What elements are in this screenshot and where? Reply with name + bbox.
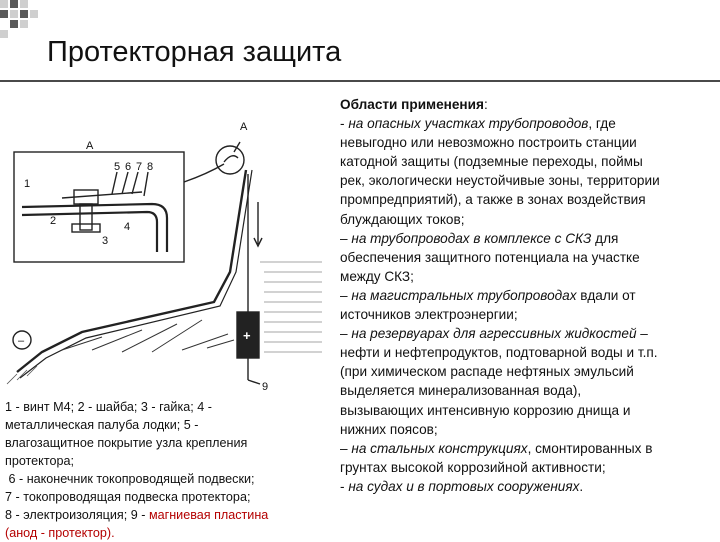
area-line: промпредприятий), а также в зонах воздействия [340,192,646,208]
area-line: нефти и нефтепродуктов, подтоварной воды и т.п. [340,345,658,361]
area-rest: для [591,230,619,246]
corner-decoration [0,0,60,40]
bullet-prefix: – [340,287,352,303]
area-line: (при химическом распаде нефтяных эмульсий [340,364,634,380]
caption-line: влагозащитное покрытие узла крепления [5,436,248,450]
caption-highlight-line: (анод - протектор). [5,526,115,540]
bullet-prefix: - [340,116,349,132]
area-line: обеспечения защитного потенциала на участке [340,249,640,265]
caption-line: 1 - винт М4; 2 - шайба; 3 - гайка; 4 - [5,400,212,414]
area-italic: на судах и в портовых сооружениях [348,478,580,494]
minus-sign: – [18,335,25,347]
areas-heading-text: Области применения [340,97,484,112]
label-a-top: A [240,121,248,133]
caption-line: 7 - токопроводящая подвеска протектора; [5,490,251,504]
bolt-shape [80,204,92,230]
area-line: выделяется минерализованная вода), [340,383,582,399]
area-line: нижних поясов; [340,421,438,437]
area-line: блуждающих токов; [340,211,465,227]
area-rest: вдали от [576,287,636,303]
label-6: 6 [125,161,132,173]
area-rest: . [579,478,584,494]
caption-line: протектора; [5,454,74,468]
area-line [340,286,718,305]
diagram-caption [5,398,330,542]
bullet-prefix: – [340,230,352,246]
label-7: 7 [136,161,143,173]
area-line: вызывающих интенсивную коррозию днища и [340,402,631,418]
area-line: катодной защиты (подземные переходы, поймы [340,154,643,170]
plus-sign: + [243,328,251,343]
label-a-box: A [86,140,94,152]
area-rest: – [636,326,648,342]
label-1: 1 [24,178,31,190]
area-line [340,324,718,343]
label-5: 5 [114,161,121,173]
label-3: 3 [102,235,109,247]
protector-diagram [2,112,332,402]
area-line [340,229,718,248]
area-line [340,114,718,133]
area-italic: на магистральных трубопроводах [351,287,577,303]
label-4: 4 [124,221,131,233]
title-divider [0,80,720,82]
label-2: 2 [50,215,57,227]
label-8: 8 [147,161,154,173]
area-line: грунтах высокой коррозийной активности; [340,459,606,475]
area-line: между СКЗ; [340,268,414,284]
bullet-prefix: - [340,478,349,494]
caption-highlight: магниевая пластина [148,508,269,522]
area-rest: , где [588,116,616,132]
page-title: Протекторная защита [47,36,342,68]
areas-heading-colon: : [483,97,488,112]
caption-line: металлическая палуба лодки; 5 - [5,418,199,432]
application-areas [340,95,718,496]
area-italic: на трубопроводах в комплексе с СКЗ [351,230,592,246]
caption-line [5,506,330,524]
area-rest: , смонтированных в [527,440,653,456]
bullet-prefix: – [340,440,352,456]
bullet-prefix: – [340,326,352,342]
area-line: невыгодно или невозможно построить станции [340,135,637,151]
caption-line: 6 - наконечник токопроводящей подвески; [5,472,255,486]
area-italic: на стальных конструкциях [351,440,528,456]
area-line [340,439,718,458]
label-9: 9 [262,381,269,393]
pulley-circle [216,146,244,174]
hull-line [17,170,246,372]
area-italic: на резервуарах для агрессивных жидкостей [351,326,637,342]
areas-heading [340,95,718,114]
area-line: рек, экологически неустойчивые зоны, территории [340,173,660,189]
area-line: источников электроэнергии; [340,307,518,323]
area-italic: на опасных участках трубопроводов [348,116,589,132]
caption-text: 8 - электроизоляция; 9 - [5,508,149,522]
area-line [340,477,718,496]
